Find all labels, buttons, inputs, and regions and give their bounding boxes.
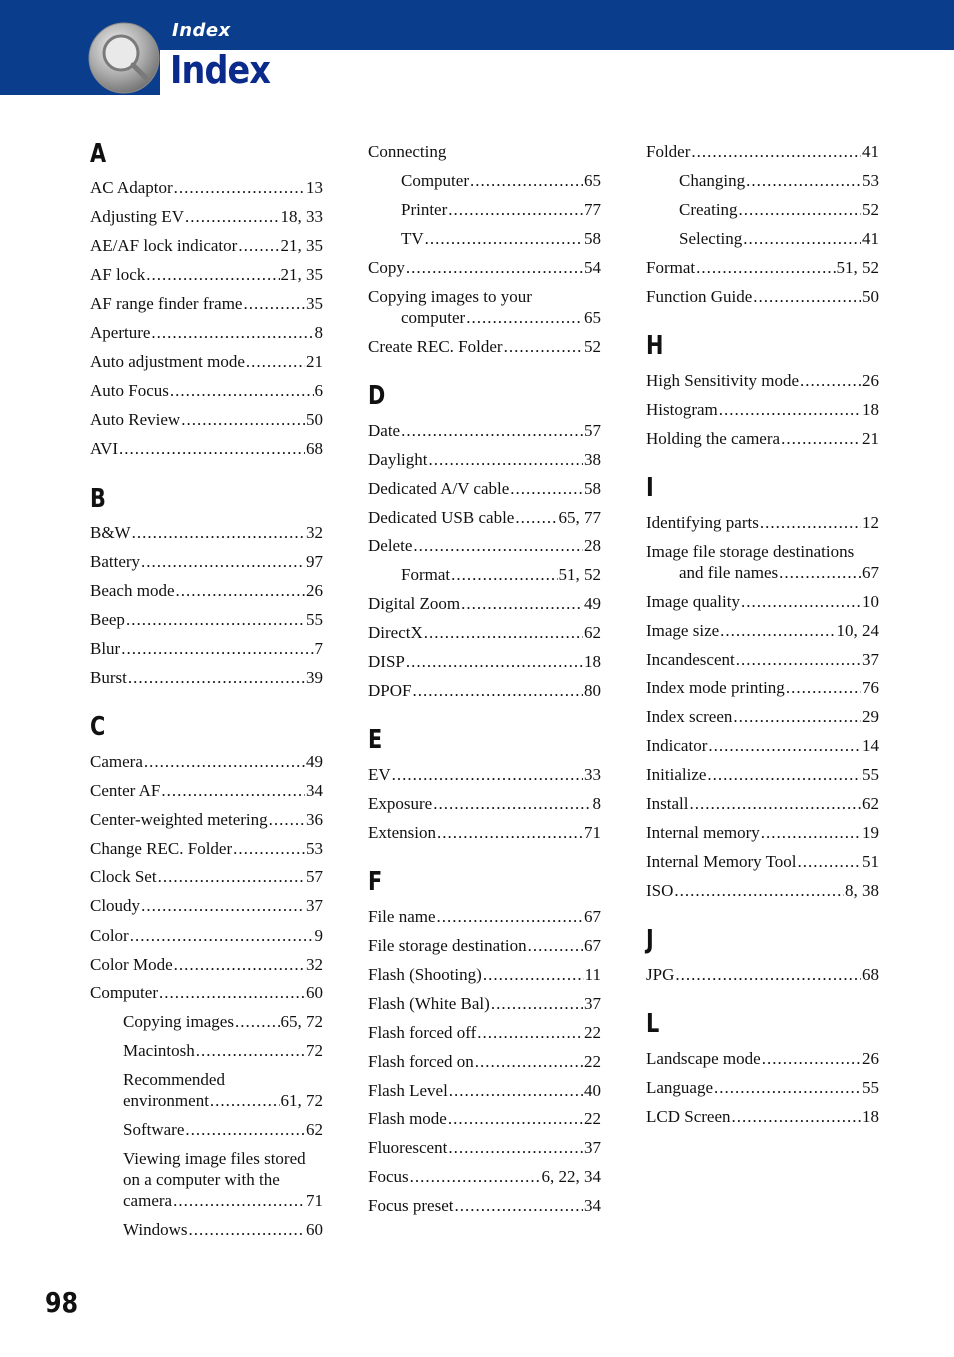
index-entry: Dedicated A/V cable ..... 58 [368,478,601,499]
index-entry: Center AF ..... 34 [90,780,323,801]
index-entry: Landscape mode ..... 26 [646,1048,879,1069]
index-entry: Dedicated USB cable ..... 65, 77 [368,507,601,528]
index-entry: Change REC. Folder ..... 53 [90,838,323,859]
index-entry: Copy ..... 54 [368,257,601,278]
index-entry: Incandescent ..... 37 [646,649,879,670]
index-entry: Index screen ..... 29 [646,706,879,727]
index-entry: Digital Zoom ..... 49 [368,593,601,614]
index-entry: Auto Review ..... 50 [90,409,323,430]
index-subentry-line: on a computer with the [123,1170,280,1189]
index-entry: Flash forced on ..... 22 [368,1051,601,1072]
section-letter-d: D [368,381,386,411]
section-letter-a: A [90,139,107,169]
index-entry: Extension ..... 71 [368,822,601,843]
section-letter-h: H [646,331,664,361]
index-entry: ISO ..... 8, 38 [646,880,879,901]
index-entry: JPG ..... 68 [646,964,879,985]
index-entry: Delete ..... 28 [368,535,601,556]
index-entry: High Sensitivity mode ..... 26 [646,370,879,391]
section-label: Index [172,20,231,41]
index-entry: Flash (White Bal) ..... 37 [368,993,601,1014]
index-entry: DirectX ..... 62 [368,622,601,643]
index-entry: File name ..... 67 [368,906,601,927]
index-entry: AC Adaptor ..... 13 [90,177,323,198]
index-entry: Format ..... 51, 52 [646,257,879,278]
index-entry: computer ..... 65 [401,307,601,328]
section-letter-j: J [646,925,654,955]
index-entry: Computer ..... 60 [90,982,323,1003]
index-subentry: camera ..... 71 [123,1190,323,1211]
index-entry: Auto Focus ..... 6 [90,380,323,401]
index-entry: Flash (Shooting) ..... 11 [368,964,601,985]
index-entry: Image quality ..... 10 [646,591,879,612]
index-entry: AF lock ..... 21, 35 [90,264,323,285]
index-entry: Folder ..... 41 [646,141,879,162]
index-entry: AF range finder frame ..... 35 [90,293,323,314]
index-entry: Beep ..... 55 [90,609,323,630]
index-subentry: environment ..... 61, 72 [123,1090,323,1111]
index-entry: Histogram ..... 18 [646,399,879,420]
index-entry: Color Mode ..... 32 [90,954,323,975]
index-entry: Create REC. Folder ..... 52 [368,336,601,357]
index-entry: Adjusting EV ..... 18, 33 [90,206,323,227]
index-entry: Clock Set ..... 57 [90,866,323,887]
index-subentry: Windows ..... 60 [123,1219,323,1240]
index-entry: Daylight ..... 38 [368,449,601,470]
index-subentry: Computer ..... 65 [401,170,601,191]
section-letter-b: B [90,484,106,514]
index-subentry: TV ..... 58 [401,228,601,249]
index-entry: Date ..... 57 [368,420,601,441]
index-entry: Connecting [368,142,447,161]
index-entry: Internal memory ..... 19 [646,822,879,843]
index-entry: File storage destination ..... 67 [368,935,601,956]
index-entry: Burst ..... 39 [90,667,323,688]
index-entry: DISP ..... 18 [368,651,601,672]
index-entry: AE/AF lock indicator ..... 21, 35 [90,235,323,256]
index-entry: Flash mode ..... 22 [368,1108,601,1129]
index-entry: Camera ..... 49 [90,751,323,772]
index-entry: Install ..... 62 [646,793,879,814]
section-letter-i: I [646,473,654,503]
section-letter-c: C [90,712,106,742]
section-letter-f: F [368,867,383,897]
index-entry: Beach mode ..... 26 [90,580,323,601]
page-number: 98 [45,1286,79,1319]
index-entry: Flash Level ..... 40 [368,1080,601,1101]
index-entry: Holding the camera ..... 21 [646,428,879,449]
index-subentry: Macintosh ..... 72 [123,1040,323,1061]
index-entry: Image size ..... 10, 24 [646,620,879,641]
index-entry-line: Copying images to your [368,287,532,306]
index-entry: Internal Memory Tool ..... 51 [646,851,879,872]
index-subentry: Copying images ..... 65, 72 [123,1011,323,1032]
index-subentry: Format ..... 51, 52 [401,564,601,585]
index-subentry: Printer ..... 77 [401,199,601,220]
index-entry: Exposure ..... 8 [368,793,601,814]
index-entry: DPOF ..... 80 [368,680,601,701]
index-subentry: Creating ..... 52 [679,199,879,220]
index-subentry: Software ..... 62 [123,1119,323,1140]
index-entry: Center-weighted metering ..... 36 [90,809,323,830]
index-subentry-line: Recommended [123,1070,225,1089]
index-entry: and file names ..... 67 [679,562,879,583]
index-entry: LCD Screen ..... 18 [646,1106,879,1127]
section-letter-e: E [368,725,383,755]
index-entry-line: Image file storage destinations [646,542,855,561]
header-band-cutout [160,50,954,95]
index-entry: Fluorescent ..... 37 [368,1137,601,1158]
index-subentry: Selecting ..... 41 [679,228,879,249]
index-entry: Color ..... 9 [90,925,323,946]
index-entry: Focus preset ..... 34 [368,1195,601,1216]
section-letter-l: L [646,1009,660,1039]
index-entry: Auto adjustment mode ..... 21 [90,351,323,372]
magnifier-icon [88,22,160,94]
index-entry: Battery ..... 97 [90,551,323,572]
index-entry: Language ..... 55 [646,1077,879,1098]
index-entry: Cloudy ..... 37 [90,895,323,916]
index-entry: Function Guide ..... 50 [646,286,879,307]
index-entry: Flash forced off ..... 22 [368,1022,601,1043]
index-entry: Index mode printing ..... 76 [646,677,879,698]
index-entry: Aperture ..... 8 [90,322,323,343]
index-entry: B&W ..... 32 [90,522,323,543]
index-subentry-line: Viewing image files stored [123,1149,306,1168]
index-entry: Identifying parts ..... 12 [646,512,879,533]
index-entry: Indicator ..... 14 [646,735,879,756]
index-entry: Focus ..... 6, 22, 34 [368,1166,601,1187]
page-title: Index [170,48,271,92]
index-entry: Blur ..... 7 [90,638,323,659]
index-entry: Initialize ..... 55 [646,764,879,785]
index-entry: EV ..... 33 [368,764,601,785]
index-entry: AVI ..... 68 [90,438,323,459]
index-subentry: Changing ..... 53 [679,170,879,191]
